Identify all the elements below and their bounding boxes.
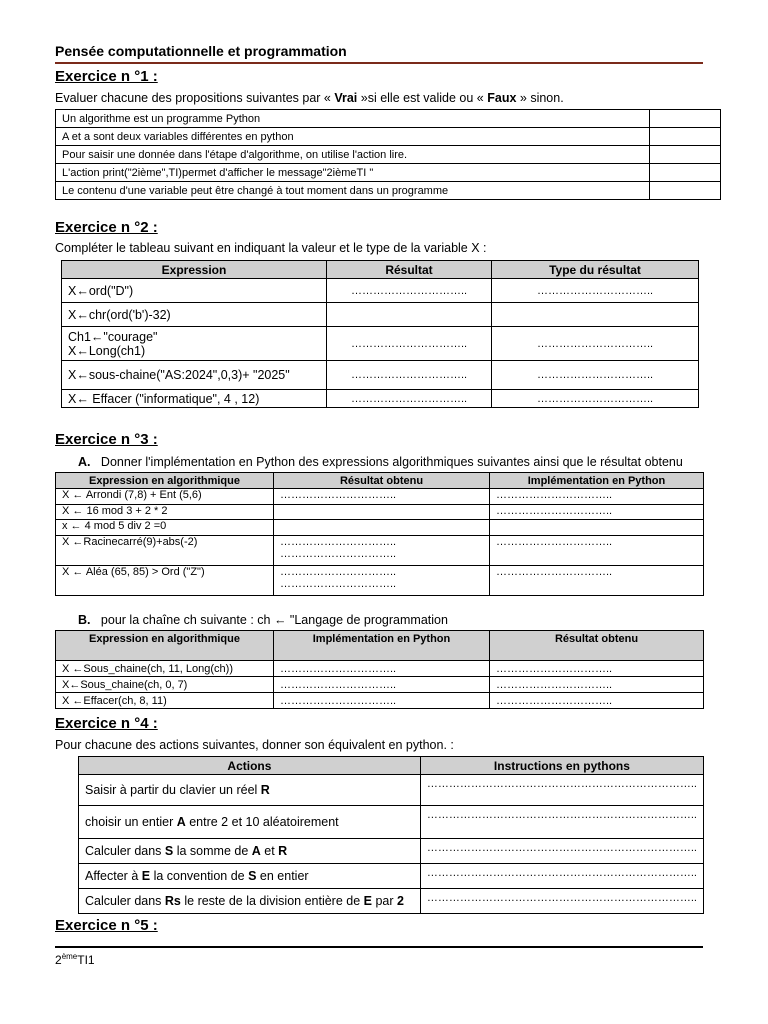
column-header: Expression en algorithmique <box>56 631 274 661</box>
table-cell <box>62 361 327 390</box>
expression-text: X←chr(ord('b')-32) <box>68 307 171 322</box>
exercise-2-instructions: Compléter le tableau suivant en indiquant la valeur et le type de la variable X : <box>55 241 487 255</box>
action-text: E <box>363 894 372 908</box>
instruction-blank: ……………………………………………………………….. <box>420 806 703 839</box>
table-row <box>79 806 704 839</box>
action-text: Saisir à partir du clavier un réel <box>85 783 261 797</box>
column-header: Instructions en pythons <box>420 757 703 775</box>
table-cell: ………………………….. <box>274 661 490 677</box>
table-cell: Un algorithme est un programme Python <box>56 110 650 128</box>
table-row <box>56 693 704 709</box>
action-text: E <box>141 869 151 883</box>
table-cell <box>490 520 704 536</box>
table-row <box>62 390 699 408</box>
result-blank: ………………………….. <box>327 390 492 408</box>
table-cell <box>62 327 327 361</box>
action-text: entre 2 et 10 aléatoirement <box>185 815 339 829</box>
answer-cell[interactable] <box>650 110 721 128</box>
type-blank: ………………………….. <box>492 361 699 390</box>
table-cell: Pour saisir une donnée dans l'étape d'algorithme, on utilise l'action lire. <box>56 146 650 164</box>
table-cell: ………………………….. <box>490 677 704 693</box>
table-row <box>56 505 704 520</box>
table-cell: X ←Effacer(ch, 8, 11) <box>56 693 274 709</box>
exercise-3a-table <box>55 472 704 596</box>
exercise-5-title: Exercice n °5 : <box>55 917 158 934</box>
table-row <box>62 279 699 303</box>
table-cell <box>62 390 327 408</box>
table-cell: X ← Aléa (65, 85) > Ord ("Z") <box>56 566 274 596</box>
action-text: Affecter à <box>85 869 142 883</box>
expression-text: X←sous-chaine("AS:2024",0,3)+ "2025" <box>68 368 290 382</box>
answer-cell[interactable] <box>650 128 721 146</box>
instruction-blank: ……………………………………………………………….. <box>420 889 703 914</box>
result-blank <box>327 303 492 327</box>
type-blank: ………………………….. <box>492 390 699 408</box>
table-cell <box>274 566 490 596</box>
expression-text: X←ord("D") <box>68 283 134 298</box>
exercise-3b-instructions: B. pour la chaîne ch suivante : ch ← "Langage de programmation <box>78 613 448 627</box>
table-cell <box>274 536 490 566</box>
action-text: en entier <box>256 869 309 883</box>
action-text: la somme de <box>173 844 252 858</box>
result-blank: ………………………….. <box>280 536 397 548</box>
column-header: Implémentation en Python <box>490 473 704 489</box>
table-cell <box>79 889 421 914</box>
table-cell <box>274 520 490 536</box>
table-row <box>79 864 704 889</box>
table-cell: ………………………….. <box>274 677 490 693</box>
action-text: A <box>176 815 186 829</box>
exercise-3-title: Exercice n °3 : <box>55 431 158 448</box>
table-cell <box>79 839 421 864</box>
table-cell: Le contenu d'une variable peut être changé à tout moment dans un programme <box>56 182 650 200</box>
type-blank: ………………………….. <box>492 279 699 303</box>
table-cell: X ←Sous_chaine(ch, 11, Long(ch)) <box>56 661 274 677</box>
table-row <box>56 677 704 693</box>
table-row <box>56 128 721 146</box>
exercise-1-table <box>55 109 721 200</box>
result-blank: ………………………….. <box>280 489 397 501</box>
table-row <box>62 303 699 327</box>
header-divider <box>55 62 703 64</box>
action-text: S <box>248 869 257 883</box>
answer-cell[interactable] <box>650 164 721 182</box>
column-header: Actions <box>79 757 421 775</box>
table-row <box>62 361 699 390</box>
table-cell <box>62 303 327 327</box>
table-row <box>56 489 704 505</box>
action-text: S <box>164 844 174 858</box>
action-text: la convention de <box>150 869 249 883</box>
table-row <box>56 110 721 128</box>
table-cell: A et a sont deux variables différentes en python <box>56 128 650 146</box>
exercise-3b-table <box>55 630 704 709</box>
column-header: Résultat obtenu <box>274 473 490 489</box>
type-blank <box>492 303 699 327</box>
exercise-1-instructions: Evaluer chacune des propositions suivantes par « Vrai »si elle est valide ou « Faux » sinon. <box>55 91 564 105</box>
footer-class-label: 2èmeTI1 <box>55 952 95 967</box>
action-text: Rs <box>164 894 181 908</box>
action-text: A <box>251 844 261 858</box>
table-cell: X ← 16 mod 3 + 2 * 2 <box>56 505 274 520</box>
result-blank: ………………………….. <box>327 327 492 361</box>
column-header: Implémentation en Python <box>274 631 490 661</box>
exercise-4-table <box>78 756 704 914</box>
type-blank: ………………………….. <box>492 327 699 361</box>
result-blank: ………………………….. <box>327 361 492 390</box>
table-row <box>56 164 721 182</box>
column-header: Résultat <box>327 261 492 279</box>
table-row <box>56 536 704 566</box>
table-row <box>56 182 721 200</box>
table-row <box>79 839 704 864</box>
column-header: Expression <box>62 261 327 279</box>
table-cell <box>79 775 421 806</box>
expression-text: X←Long(ch1) <box>68 343 146 358</box>
table-row <box>79 889 704 914</box>
table-row <box>56 520 704 536</box>
result-blank: ………………………….. <box>327 279 492 303</box>
table-cell: ………………………….. <box>490 566 704 596</box>
instruction-blank: ……………………………………………………………….. <box>420 775 703 806</box>
result-blank: ………………………….. <box>280 548 397 560</box>
action-text: R <box>278 844 288 858</box>
action-text: choisir un entier <box>85 815 177 829</box>
table-cell: X ←Racinecarré(9)+abs(-2) <box>56 536 274 566</box>
answer-cell[interactable] <box>650 146 721 164</box>
column-header: Type du résultat <box>492 261 699 279</box>
footer-divider <box>55 946 703 948</box>
table-cell <box>62 279 327 303</box>
table-cell: ………………………….. <box>490 693 704 709</box>
column-header: Résultat obtenu <box>490 631 704 661</box>
table-cell: ………………………….. <box>490 505 704 520</box>
table-cell: x ← 4 mod 5 div 2 =0 <box>56 520 274 536</box>
exercise-2-title: Exercice n °2 : <box>55 219 158 236</box>
action-text: R <box>260 783 270 797</box>
table-cell: L'action print("2ième",TI)permet d'afficher le message"2ièmeTI " <box>56 164 650 182</box>
table-row <box>62 327 699 361</box>
document-header-title: Pensée computationnelle et programmation <box>55 43 347 59</box>
exercise-4-title: Exercice n °4 : <box>55 715 158 732</box>
action-text: Calculer dans <box>85 844 165 858</box>
answer-cell[interactable] <box>650 182 721 200</box>
result-blank: ………………………….. <box>280 566 397 578</box>
column-header: Expression en algorithmique <box>56 473 274 489</box>
action-text: et <box>260 844 279 858</box>
exercise-3a-instructions: A. Donner l'implémentation en Python des expressions algorithmiques suivantes ainsi que le résultat obtenu <box>78 455 683 469</box>
table-cell: ………………………….. <box>490 661 704 677</box>
action-text: le reste de la division entière de <box>180 894 364 908</box>
table-row <box>56 566 704 596</box>
instruction-blank: ……………………………………………………………….. <box>420 839 703 864</box>
table-row <box>56 661 704 677</box>
action-text: Calculer dans <box>85 894 165 908</box>
table-cell <box>79 806 421 839</box>
expression-text: X← Effacer ("informatique", 4 , 12) <box>68 391 260 406</box>
table-cell <box>274 505 490 520</box>
table-cell <box>79 864 421 889</box>
result-blank: ………………………….. <box>280 578 397 590</box>
instruction-blank: ……………………………………………………………….. <box>420 864 703 889</box>
table-cell: ………………………….. <box>490 536 704 566</box>
expression-text: Ch1←"courage" <box>68 329 158 344</box>
table-cell: X ← Arrondi (7,8) + Ent (5,6) <box>56 489 274 505</box>
table-cell: ………………………….. <box>490 489 704 505</box>
exercise-4-instructions: Pour chacune des actions suivantes, donner son équivalent en python. : <box>55 738 454 752</box>
action-text: 2 <box>397 894 404 908</box>
exercise-2-table <box>61 260 699 408</box>
table-row <box>56 146 721 164</box>
table-row <box>79 775 704 806</box>
table-cell <box>274 489 490 505</box>
table-cell: ………………………….. <box>274 693 490 709</box>
table-cell: X←Sous_chaine(ch, 0, 7) <box>56 677 274 693</box>
action-text: par <box>371 894 397 908</box>
exercise-1-title: Exercice n °1 : <box>55 68 158 85</box>
